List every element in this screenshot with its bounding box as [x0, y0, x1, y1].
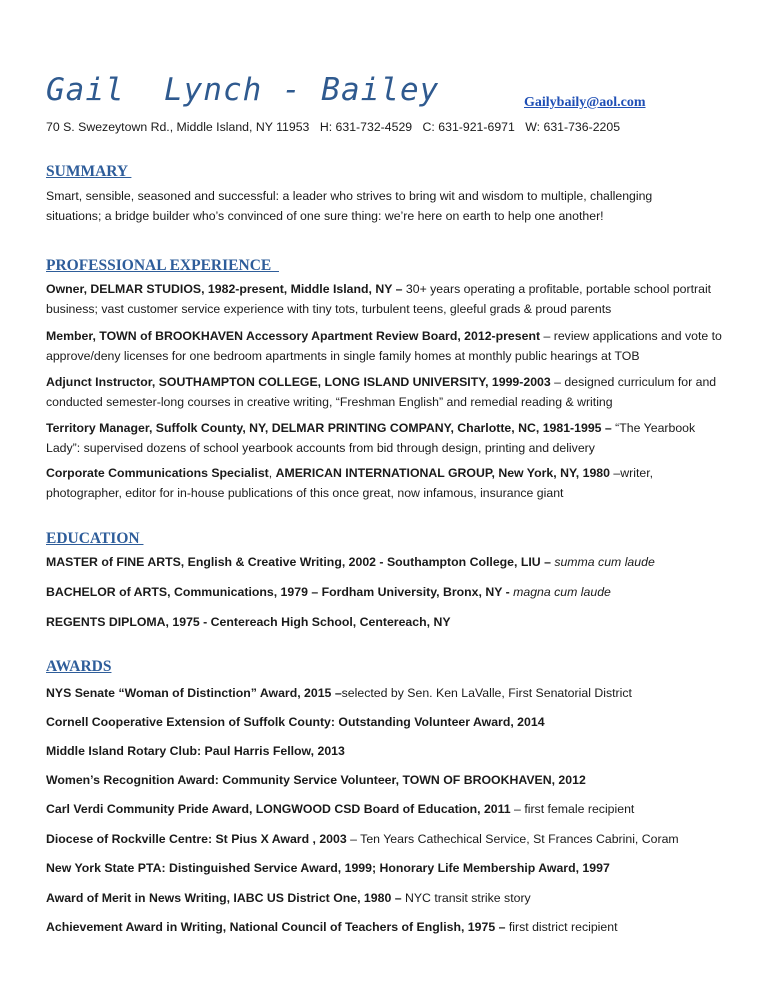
- experience-entry: [46, 372, 736, 412]
- award-note: NYC transit strike story: [401, 891, 531, 905]
- experience-entry: [46, 463, 736, 503]
- award-title: New York State PTA: Distinguished Service Award, 1999; Honorary Life Membership Award, 1997: [46, 861, 610, 875]
- home-phone: H: 631-732-4529: [319, 120, 413, 134]
- entry-title: Member, TOWN of BROOKHAVEN Accessory Apartment Review Board, 2012-present: [46, 329, 541, 343]
- entry-title: Corporate Communications Specialist: [46, 466, 269, 480]
- entry-description: – designed curriculum for and: [550, 375, 717, 389]
- award-title: Cornell Cooperative Extension of Suffolk County: Outstanding Volunteer Award, 2014: [46, 715, 545, 729]
- award-note: – first female recipient: [510, 802, 635, 816]
- award-title: Award of Merit in News Writing, IABC US District One, 1980 –: [46, 891, 402, 905]
- awards-heading: AWARDS: [46, 658, 112, 675]
- award-entry: [46, 683, 736, 703]
- address: 70 S. Swezeytown Rd., Middle Island, NY 11953: [46, 120, 310, 134]
- award-title: Achievement Award in Writing, National Council of Teachers of English, 1975 –: [46, 920, 506, 934]
- entry-title: Adjunct Instructor, SOUTHAMPTON COLLEGE, LONG ISLAND UNIVERSITY, 1999-2003: [46, 375, 551, 389]
- summary-line: situations; a bridge builder who’s convinced of one sure thing: we’re here on earth to help one another!: [46, 209, 604, 223]
- award-entry: [46, 858, 736, 878]
- entry-title: Owner, DELMAR STUDIOS, 1982-present, Middle Island, NY –: [46, 282, 403, 296]
- entry-description: 30+ years operating a profitable, portable school portrait: [402, 282, 712, 296]
- award-entry: [46, 712, 736, 732]
- award-entry: [46, 888, 736, 908]
- entry-line: [46, 372, 736, 392]
- education-heading: EDUCATION: [46, 530, 144, 547]
- award-title: Diocese of Rockville Centre: St Pius X Award , 2003: [46, 832, 347, 846]
- summary-text: [46, 186, 736, 226]
- degree: REGENTS DIPLOMA, 1975 - Centereach High School, Centereach, NY: [46, 615, 451, 629]
- award-note: selected by Sen. Ken LaValle, First Senatorial District: [341, 686, 632, 700]
- entry-description: conducted semester-long courses in creative writing, “Freshman English” and remedial reading & writing: [46, 395, 613, 409]
- entry-line: [46, 418, 736, 438]
- award-title: Middle Island Rotary Club: Paul Harris Fellow, 2013: [46, 744, 345, 758]
- degree: BACHELOR of ARTS, Communications, 1979 – Fordham University, Bronx, NY -: [46, 585, 510, 599]
- entry-organization: AMERICAN INTERNATIONAL GROUP, New York, NY, 1980: [275, 466, 610, 480]
- experience-entry: [46, 326, 736, 366]
- education-entry: [46, 552, 736, 572]
- entry-description: photographer, editor for in-house publications of this once great, now infamous, insurance giant: [46, 486, 564, 500]
- award-title: Women’s Recognition Award: Community Service Volunteer, TOWN OF BROOKHAVEN, 2012: [46, 773, 586, 787]
- entry-description: –writer,: [609, 466, 654, 480]
- entry-description: “The Yearbook: [611, 421, 696, 435]
- honors: magna cum laude: [509, 585, 611, 599]
- education-entry: [46, 582, 736, 602]
- award-note: – Ten Years Cathechical Service, St Frances Cabrini, Coram: [346, 832, 679, 846]
- award-title: NYS Senate “Woman of Distinction” Award, 2015 –: [46, 686, 342, 700]
- entry-title: Territory Manager, Suffolk County, NY, DELMAR PRINTING COMPANY, Charlotte, NC, 1981-1995 –: [46, 421, 612, 435]
- entry-description: approve/deny licenses for one bedroom apartments in single family homes at monthly public hearings at TOB: [46, 349, 640, 363]
- award-entry: [46, 829, 736, 849]
- resume-name: Gail Lynch - Bailey: [46, 72, 440, 108]
- work-phone: W: 631-736-2205: [525, 120, 621, 134]
- entry-description: business; vast customer service experience with tiny tots, turbulent teens, gleeful grads & proud parents: [46, 302, 612, 316]
- award-entry: [46, 741, 736, 761]
- summary-heading: SUMMARY: [46, 163, 132, 180]
- summary-line: Smart, sensible, seasoned and successful: a leader who strives to bring wit and wisdom to multiple, challenging: [46, 189, 653, 203]
- entry-line: [46, 326, 736, 346]
- entry-line: [46, 279, 736, 299]
- email-link[interactable]: Gailybaily@aol.com: [524, 95, 646, 110]
- entry-separator: ,: [268, 466, 276, 480]
- education-entry: [46, 612, 736, 632]
- award-title: Carl Verdi Community Pride Award, LONGWOOD CSD Board of Education, 2011: [46, 802, 511, 816]
- entry-description: Lady”: supervised dozens of school yearbook accounts from bid through design, printing and delivery: [46, 441, 595, 455]
- cell-phone: C: 631-921-6971: [422, 120, 515, 134]
- entry-description: – review applications and vote to: [540, 329, 722, 343]
- honors: summa cum laude: [550, 555, 655, 569]
- contact-line: [46, 120, 627, 134]
- award-entry: [46, 917, 736, 937]
- experience-heading: PROFESSIONAL EXPERIENCE: [46, 257, 279, 274]
- experience-entry: [46, 418, 736, 458]
- award-entry: [46, 770, 736, 790]
- award-entry: [46, 799, 736, 819]
- award-note: first district recipient: [505, 920, 618, 934]
- experience-entry: [46, 279, 736, 319]
- entry-line: [46, 463, 736, 483]
- degree: MASTER of FINE ARTS, English & Creative Writing, 2002 - Southampton College, LIU –: [46, 555, 551, 569]
